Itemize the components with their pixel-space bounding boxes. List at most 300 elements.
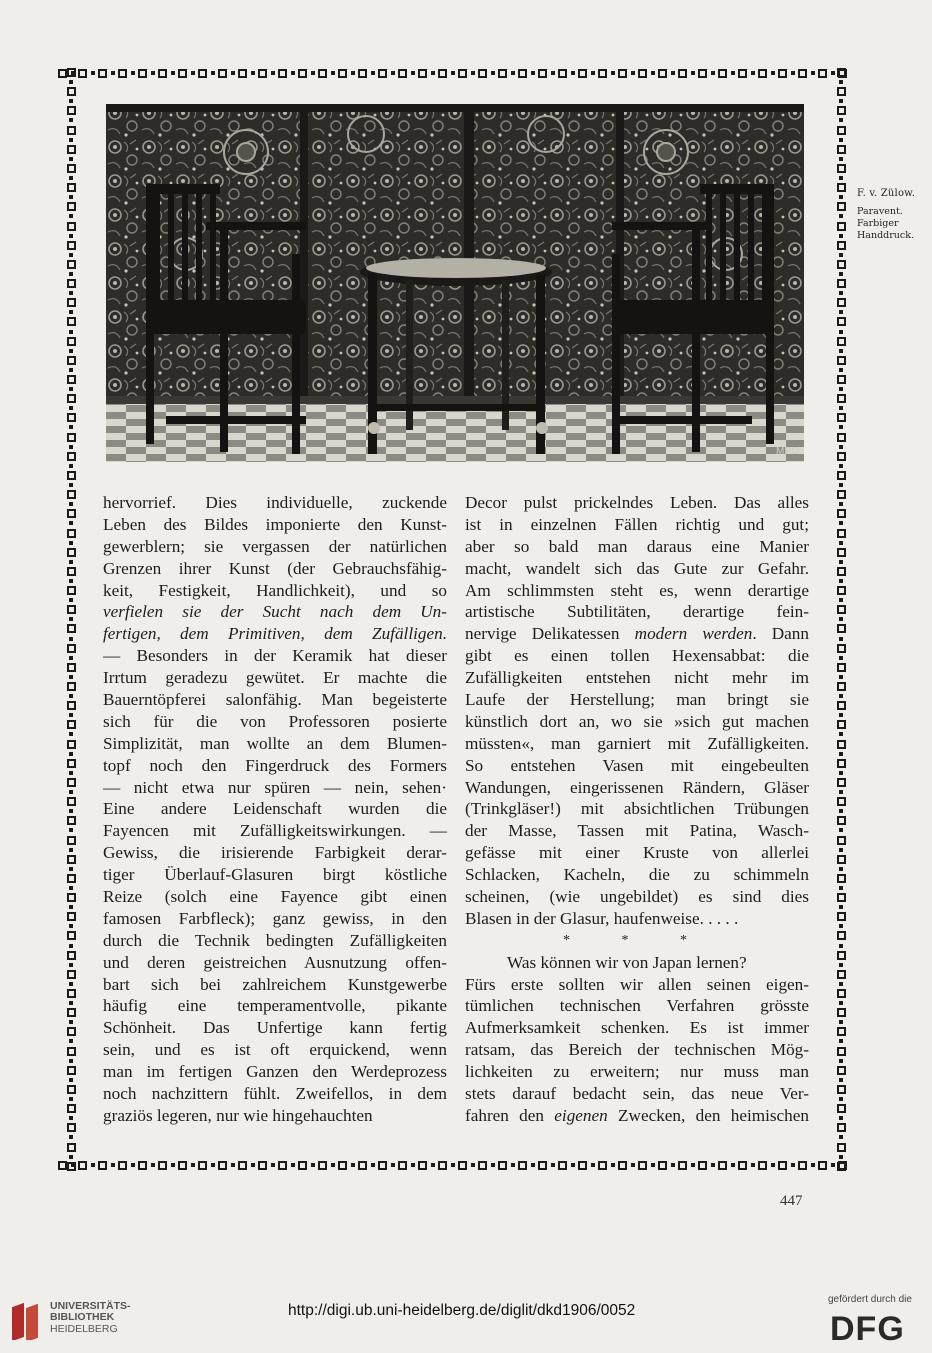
border-square-ornament xyxy=(837,951,846,960)
library-name-line: HEIDELBERG xyxy=(50,1322,118,1335)
border-dot-ornament xyxy=(69,521,73,525)
border-square-ornament xyxy=(67,471,76,480)
border-square-ornament xyxy=(67,778,76,787)
text-column-right xyxy=(465,492,809,1127)
border-square-ornament xyxy=(578,1161,587,1170)
border-square-ornament xyxy=(78,1161,87,1170)
text-line: ist in einzelnen Fällen richtig und gut; xyxy=(465,514,809,534)
border-square-ornament xyxy=(837,816,846,825)
border-square-ornament xyxy=(837,1027,846,1036)
border-square-ornament xyxy=(67,740,76,749)
border-square-ornament xyxy=(67,931,76,940)
border-square-ornament xyxy=(67,202,76,211)
border-dot-ornament xyxy=(271,1163,275,1167)
text-line: bart sich bei zahlreichem Kunstgewerbe xyxy=(103,974,447,994)
border-dot-ornament xyxy=(91,71,95,75)
border-square-ornament xyxy=(778,69,787,78)
border-dot-ornament xyxy=(69,310,73,314)
text-line: durch die Technik bedingten Zufälligkeiten xyxy=(103,930,447,950)
text-line: stets darauf bedacht sein, das neue Ver- xyxy=(465,1084,809,1104)
text-line: ratsam, das Bereich der technischen Mög- xyxy=(465,1040,809,1060)
border-square-ornament xyxy=(837,471,846,480)
border-square-ornament xyxy=(278,69,287,78)
border-square-ornament xyxy=(837,529,846,538)
border-square-ornament xyxy=(478,1161,487,1170)
border-square-ornament xyxy=(378,1161,387,1170)
border-square-ornament xyxy=(837,644,846,653)
border-square-ornament xyxy=(598,1161,607,1170)
text-line: sein, und es ist oft erquickend, wenn xyxy=(103,1040,447,1060)
border-dot-ornament xyxy=(69,330,73,334)
border-square-ornament xyxy=(67,490,76,499)
border-dot-ornament xyxy=(839,80,843,84)
border-dot-ornament xyxy=(311,71,315,75)
border-dot-ornament xyxy=(839,675,843,679)
decorative-border-right xyxy=(834,68,848,1172)
border-square-ornament xyxy=(837,164,846,173)
text-line: Fayencen mit Zufälligkeitswirkungen. — xyxy=(103,821,447,841)
border-square-ornament xyxy=(837,490,846,499)
border-dot-ornament xyxy=(411,1163,415,1167)
border-square-ornament xyxy=(67,836,76,845)
text-line: So entstehen Vasen mit eingebeulten xyxy=(465,755,809,775)
border-square-ornament xyxy=(398,1161,407,1170)
border-dot-ornament xyxy=(69,541,73,545)
page-number: 447 xyxy=(780,1193,803,1209)
border-square-ornament xyxy=(837,452,846,461)
border-square-ornament xyxy=(837,279,846,288)
border-dot-ornament xyxy=(69,1155,73,1159)
border-dot-ornament xyxy=(611,71,615,75)
border-square-ornament xyxy=(837,797,846,806)
border-dot-ornament xyxy=(839,637,843,641)
border-dot-ornament xyxy=(671,1163,675,1167)
border-square-ornament xyxy=(98,69,107,78)
border-dot-ornament xyxy=(69,963,73,967)
border-square-ornament xyxy=(837,874,846,883)
library-logo xyxy=(10,1296,131,1340)
border-dot-ornament xyxy=(839,1116,843,1120)
border-square-ornament xyxy=(458,69,467,78)
border-square-ornament xyxy=(338,69,347,78)
text-line: der Masse, Tassen mit Patina, Wasch- xyxy=(465,821,809,841)
border-square-ornament xyxy=(837,989,846,998)
text-line: Simplizität, man wollte an dem Blumen- xyxy=(103,733,447,753)
border-square-ornament xyxy=(67,1066,76,1075)
text-line: häufig eine temperamentvolle, pikante xyxy=(103,996,447,1016)
border-square-ornament xyxy=(67,413,76,422)
border-dot-ornament xyxy=(651,71,655,75)
border-square-ornament xyxy=(67,644,76,653)
text-line: Am schlimmsten steht es, wenn derartige xyxy=(465,580,809,600)
emphasis: verfielen sie der Sucht nach dem Un- xyxy=(103,602,447,622)
photo-monogram: MPG xyxy=(776,446,799,457)
border-dot-ornament xyxy=(271,71,275,75)
border-square-ornament xyxy=(67,1123,76,1132)
border-square-ornament xyxy=(618,69,627,78)
border-dot-ornament xyxy=(391,1163,395,1167)
border-dot-ornament xyxy=(371,71,375,75)
text-line: famosen Farbfleck); ganz gewiss, in den xyxy=(103,908,447,928)
border-dot-ornament xyxy=(251,1163,255,1167)
border-square-ornament xyxy=(837,624,846,633)
border-square-ornament xyxy=(67,797,76,806)
border-dot-ornament xyxy=(811,1163,815,1167)
border-dot-ornament xyxy=(571,71,575,75)
caption-line: Paravent. xyxy=(857,206,903,217)
border-square-ornament xyxy=(67,375,76,384)
border-dot-ornament xyxy=(69,349,73,353)
border-square-ornament xyxy=(837,548,846,557)
border-dot-ornament xyxy=(631,1163,635,1167)
border-square-ornament xyxy=(837,394,846,403)
border-dot-ornament xyxy=(839,963,843,967)
text-line: Gewiss, die irisierende Farbigkeit derar- xyxy=(103,843,447,863)
border-dot-ornament xyxy=(69,118,73,122)
border-dot-ornament xyxy=(839,1078,843,1082)
border-dot-ornament xyxy=(471,71,475,75)
border-square-ornament xyxy=(258,1161,267,1170)
border-square-ornament xyxy=(318,1161,327,1170)
border-dot-ornament xyxy=(839,1155,843,1159)
border-dot-ornament xyxy=(69,253,73,257)
text-line: Zufälligkeiten entstehen nicht mehr im xyxy=(465,668,809,688)
border-square-ornament xyxy=(67,855,76,864)
border-dot-ornament xyxy=(69,272,73,276)
border-square-ornament xyxy=(67,183,76,192)
border-square-ornament xyxy=(67,893,76,902)
border-square-ornament xyxy=(837,1123,846,1132)
border-square-ornament xyxy=(837,893,846,902)
border-dot-ornament xyxy=(631,71,635,75)
border-dot-ornament xyxy=(839,598,843,602)
border-square-ornament xyxy=(778,1161,787,1170)
text-line: gewerblern; sie vergassen der natürlichen xyxy=(103,536,447,556)
border-dot-ornament xyxy=(839,272,843,276)
border-dot-ornament xyxy=(151,71,155,75)
border-dot-ornament xyxy=(839,867,843,871)
border-dot-ornament xyxy=(69,924,73,928)
border-square-ornament xyxy=(558,1161,567,1170)
border-dot-ornament xyxy=(371,1163,375,1167)
border-square-ornament xyxy=(67,279,76,288)
border-dot-ornament xyxy=(69,828,73,832)
border-dot-ornament xyxy=(69,425,73,429)
border-dot-ornament xyxy=(69,771,73,775)
border-square-ornament xyxy=(758,1161,767,1170)
border-dot-ornament xyxy=(69,214,73,218)
image-caption xyxy=(857,188,929,242)
border-dot-ornament xyxy=(839,291,843,295)
text-line: scheinen, (wie ungebildet) es sind dies xyxy=(465,887,809,907)
border-dot-ornament xyxy=(131,71,135,75)
border-dot-ornament xyxy=(839,214,843,218)
border-dot-ornament xyxy=(69,157,73,161)
border-square-ornament xyxy=(837,241,846,250)
text-line: gefässe mit einer Kruste von allerlei xyxy=(465,843,809,863)
border-dot-ornament xyxy=(711,71,715,75)
border-square-ornament xyxy=(67,586,76,595)
border-square-ornament xyxy=(218,69,227,78)
border-square-ornament xyxy=(318,69,327,78)
border-square-ornament xyxy=(698,1161,707,1170)
funding-note: gefördert durch die xyxy=(828,1294,912,1305)
border-dot-ornament xyxy=(839,790,843,794)
border-dot-ornament xyxy=(791,71,795,75)
border-dot-ornament xyxy=(839,944,843,948)
border-square-ornament xyxy=(67,529,76,538)
border-dot-ornament xyxy=(839,387,843,391)
text-line: Irrtum geradezu gewütet. Er machte die xyxy=(103,668,447,688)
border-square-ornament xyxy=(67,912,76,921)
border-square-ornament xyxy=(67,222,76,231)
border-square-ornament xyxy=(837,260,846,269)
border-dot-ornament xyxy=(431,71,435,75)
border-square-ornament xyxy=(837,202,846,211)
border-dot-ornament xyxy=(151,1163,155,1167)
library-name-line: UNIVERSITÄTS- xyxy=(50,1299,131,1312)
border-square-ornament xyxy=(67,126,76,135)
border-square-ornament xyxy=(798,1161,807,1170)
border-square-ornament xyxy=(67,1143,76,1152)
source-url-link[interactable]: http://digi.ub.uni-heidelberg.de/diglit/dkd1906/0052 xyxy=(288,1302,636,1319)
border-dot-ornament xyxy=(69,848,73,852)
border-dot-ornament xyxy=(839,310,843,314)
border-square-ornament xyxy=(837,145,846,154)
border-dot-ornament xyxy=(69,752,73,756)
border-square-ornament xyxy=(67,816,76,825)
border-dot-ornament xyxy=(69,1020,73,1024)
border-dot-ornament xyxy=(69,982,73,986)
border-square-ornament xyxy=(458,1161,467,1170)
border-square-ornament xyxy=(837,1104,846,1113)
border-square-ornament xyxy=(67,394,76,403)
border-dot-ornament xyxy=(591,1163,595,1167)
border-dot-ornament xyxy=(69,368,73,372)
border-dot-ornament xyxy=(69,790,73,794)
text-line xyxy=(103,623,447,645)
border-square-ornament xyxy=(837,183,846,192)
border-square-ornament xyxy=(138,1161,147,1170)
text-line: — Besonders in der Keramik hat dieser xyxy=(103,646,447,666)
border-dot-ornament xyxy=(531,71,535,75)
border-dot-ornament xyxy=(839,368,843,372)
border-dot-ornament xyxy=(69,809,73,813)
border-dot-ornament xyxy=(69,944,73,948)
border-dot-ornament xyxy=(191,71,195,75)
paravent-photograph xyxy=(106,104,804,462)
border-square-ornament xyxy=(837,68,846,77)
text-line: künstlich dort an, wo sie »sich gut machen xyxy=(465,711,809,731)
border-square-ornament xyxy=(418,69,427,78)
text-line: Aufmerksamkeit schenken. Es ist immer xyxy=(465,1018,809,1038)
border-square-ornament xyxy=(638,69,647,78)
border-square-ornament xyxy=(78,69,87,78)
border-dot-ornament xyxy=(839,771,843,775)
border-dot-ornament xyxy=(69,1001,73,1005)
border-dot-ornament xyxy=(751,1163,755,1167)
border-square-ornament xyxy=(67,260,76,269)
border-square-ornament xyxy=(618,1161,627,1170)
border-square-ornament xyxy=(837,413,846,422)
border-square-ornament xyxy=(678,1161,687,1170)
border-dot-ornament xyxy=(171,71,175,75)
border-dot-ornament xyxy=(731,71,735,75)
border-dot-ornament xyxy=(839,713,843,717)
border-dot-ornament xyxy=(571,1163,575,1167)
border-square-ornament xyxy=(158,1161,167,1170)
border-dot-ornament xyxy=(211,71,215,75)
border-square-ornament xyxy=(837,855,846,864)
dfg-logo: DFG xyxy=(830,1310,905,1348)
border-square-ornament xyxy=(67,452,76,461)
border-square-ornament xyxy=(837,1008,846,1017)
border-square-ornament xyxy=(837,106,846,115)
border-dot-ornament xyxy=(69,234,73,238)
border-square-ornament xyxy=(238,69,247,78)
border-dot-ornament xyxy=(391,71,395,75)
border-dot-ornament xyxy=(611,1163,615,1167)
border-square-ornament xyxy=(98,1161,107,1170)
text-line: macht, wandelt sich das Gute zur Gefahr. xyxy=(465,558,809,578)
border-dot-ornament xyxy=(69,694,73,698)
border-square-ornament xyxy=(538,69,547,78)
border-dot-ornament xyxy=(771,1163,775,1167)
border-square-ornament xyxy=(837,912,846,921)
text-line: Eine andere Leidenschaft wurden die xyxy=(103,799,447,819)
border-dot-ornament xyxy=(839,1059,843,1063)
border-dot-ornament xyxy=(69,138,73,142)
border-dot-ornament xyxy=(811,71,815,75)
border-square-ornament xyxy=(837,298,846,307)
border-dot-ornament xyxy=(691,71,695,75)
border-square-ornament xyxy=(398,69,407,78)
border-square-ornament xyxy=(837,356,846,365)
border-square-ornament xyxy=(837,663,846,672)
border-square-ornament xyxy=(837,1143,846,1152)
text-line: Decor pulst prickelndes Leben. Das alles xyxy=(465,493,809,512)
border-dot-ornament xyxy=(839,157,843,161)
border-dot-ornament xyxy=(331,71,335,75)
border-square-ornament xyxy=(738,69,747,78)
border-square-ornament xyxy=(67,970,76,979)
border-dot-ornament xyxy=(671,71,675,75)
text-line: Fürs erste sollten wir allen seinen eigen- xyxy=(465,974,809,994)
border-dot-ornament xyxy=(839,579,843,583)
border-dot-ornament xyxy=(491,1163,495,1167)
border-dot-ornament xyxy=(511,1163,515,1167)
border-dot-ornament xyxy=(69,1059,73,1063)
border-square-ornament xyxy=(837,970,846,979)
border-dot-ornament xyxy=(839,445,843,449)
border-square-ornament xyxy=(498,1161,507,1170)
border-dot-ornament xyxy=(839,483,843,487)
border-square-ornament xyxy=(578,69,587,78)
border-dot-ornament xyxy=(69,1097,73,1101)
border-dot-ornament xyxy=(431,1163,435,1167)
border-square-ornament xyxy=(678,69,687,78)
border-dot-ornament xyxy=(69,1078,73,1082)
border-square-ornament xyxy=(67,701,76,710)
border-square-ornament xyxy=(718,1161,727,1170)
border-dot-ornament xyxy=(69,1039,73,1043)
border-square-ornament xyxy=(837,337,846,346)
text-line: man im fertigen Ganzen den Werdeprozess xyxy=(103,1062,447,1082)
border-dot-ornament xyxy=(839,1097,843,1101)
border-square-ornament xyxy=(67,874,76,883)
border-square-ornament xyxy=(67,567,76,576)
border-square-ornament xyxy=(67,298,76,307)
border-square-ornament xyxy=(358,1161,367,1170)
border-dot-ornament xyxy=(69,560,73,564)
border-dot-ornament xyxy=(839,541,843,545)
decorative-border-left xyxy=(64,68,78,1172)
border-square-ornament xyxy=(67,663,76,672)
border-dot-ornament xyxy=(69,905,73,909)
border-dot-ornament xyxy=(69,637,73,641)
border-square-ornament xyxy=(358,69,367,78)
library-emblem-icon xyxy=(10,1296,44,1340)
border-dot-ornament xyxy=(69,445,73,449)
border-square-ornament xyxy=(67,1085,76,1094)
border-dot-ornament xyxy=(231,1163,235,1167)
border-dot-ornament xyxy=(471,1163,475,1167)
border-dot-ornament xyxy=(839,982,843,986)
border-square-ornament xyxy=(298,69,307,78)
border-dot-ornament xyxy=(839,502,843,506)
border-dot-ornament xyxy=(839,234,843,238)
border-dot-ornament xyxy=(839,617,843,621)
border-square-ornament xyxy=(518,1161,527,1170)
border-dot-ornament xyxy=(839,1020,843,1024)
text-line: artistische Subtilitäten, derartige fein- xyxy=(465,602,809,622)
border-dot-ornament xyxy=(839,464,843,468)
border-square-ornament xyxy=(67,624,76,633)
border-dot-ornament xyxy=(69,1116,73,1120)
library-name-line: BIBLIOTHEK xyxy=(50,1311,115,1324)
border-square-ornament xyxy=(837,1066,846,1075)
border-dot-ornament xyxy=(111,71,115,75)
border-dot-ornament xyxy=(351,71,355,75)
border-square-ornament xyxy=(138,69,147,78)
border-square-ornament xyxy=(158,69,167,78)
text-line: — nicht etwa nur spüren — nein, sehen· xyxy=(103,777,447,797)
border-square-ornament xyxy=(218,1161,227,1170)
border-square-ornament xyxy=(67,989,76,998)
border-dot-ornament xyxy=(839,560,843,564)
border-dot-ornament xyxy=(839,752,843,756)
border-dot-ornament xyxy=(839,176,843,180)
border-dot-ornament xyxy=(69,176,73,180)
border-dot-ornament xyxy=(451,71,455,75)
border-square-ornament xyxy=(67,164,76,173)
border-dot-ornament xyxy=(69,675,73,679)
text-line: noch nachzittern fühlt. Zweifellos, in dem xyxy=(103,1084,447,1104)
border-square-ornament xyxy=(837,720,846,729)
border-square-ornament xyxy=(118,1161,127,1170)
border-square-ornament xyxy=(67,509,76,518)
emphasis: modern werden xyxy=(634,624,753,644)
text-line: lichkeiten zu erweitern; nur muss man xyxy=(465,1062,809,1082)
border-square-ornament xyxy=(67,605,76,614)
border-square-ornament xyxy=(178,69,187,78)
text-line: aber so bald man daraus eine Manier xyxy=(465,536,809,556)
border-square-ornament xyxy=(258,69,267,78)
border-dot-ornament xyxy=(839,330,843,334)
border-square-ornament xyxy=(67,68,76,77)
border-square-ornament xyxy=(498,69,507,78)
border-dot-ornament xyxy=(839,118,843,122)
